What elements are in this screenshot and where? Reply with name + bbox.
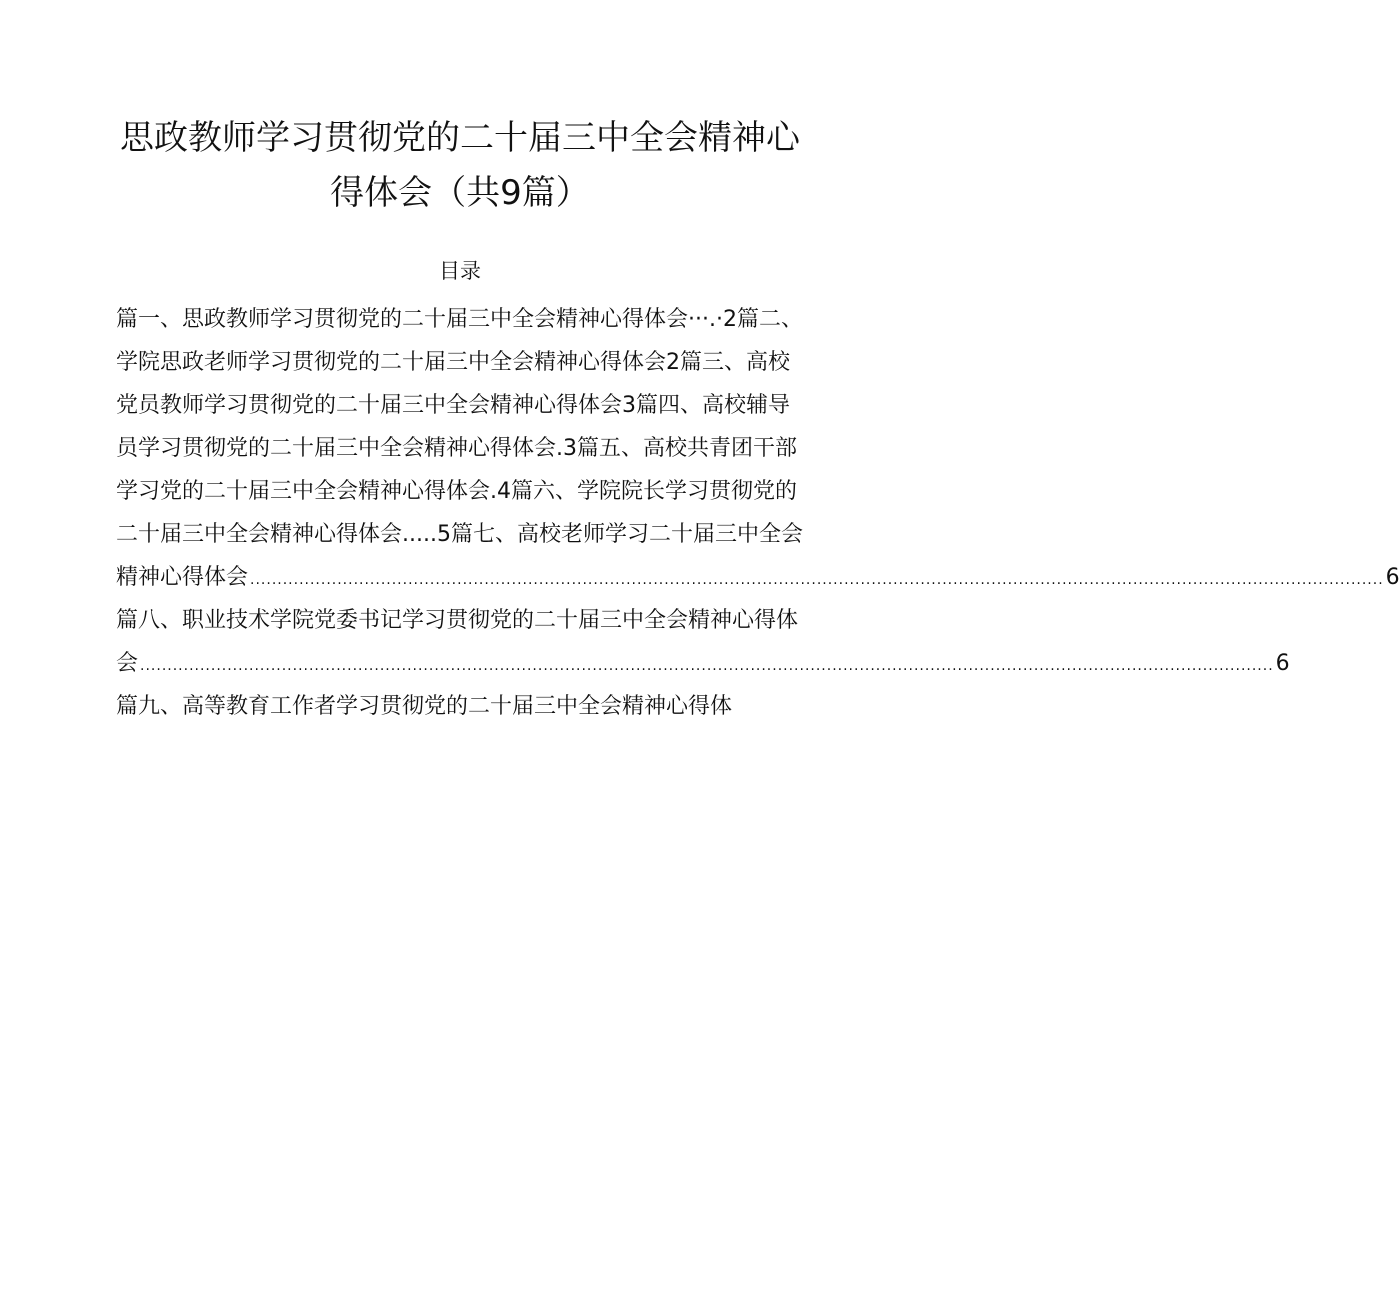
document-title-line-2: 得体会（共9篇）	[330, 173, 590, 213]
toc-leader-dots: ................................................................................................................................................................................................................	[250, 572, 1384, 588]
toc-line[interactable]: 员学习贯彻党的二十届三中全会精神心得体会.3篇五、高校共青团干部	[116, 436, 797, 461]
toc-line[interactable]: 篇一、思政教师学习贯彻党的二十届三中全会精神心得体会···.·2篇二、	[116, 307, 803, 332]
toc-line[interactable]: 学院思政老师学习贯彻党的二十届三中全会精神心得体会2篇三、高校	[116, 350, 790, 375]
toc-line[interactable]: 篇九、高等教育工作者学习贯彻党的二十届三中全会精神心得体	[116, 694, 733, 719]
toc-line[interactable]: 篇八、职业技术学院党委书记学习贯彻党的二十届三中全会精神心得体	[116, 608, 799, 633]
document-title-line-1: 思政教师学习贯彻党的二十届三中全会精神心	[120, 118, 800, 158]
toc-entry-text: 精神心得体会	[116, 565, 249, 590]
toc-entry-text: 会	[116, 651, 139, 676]
toc-heading: 目录	[439, 259, 481, 283]
toc-entry-with-leader[interactable]	[116, 647, 1290, 683]
toc-page-number: 6	[1275, 651, 1290, 676]
toc-page-number: 6	[1385, 565, 1400, 590]
toc-line[interactable]: 党员教师学习贯彻党的二十届三中全会精神心得体会3篇四、高校辅导	[116, 393, 790, 418]
toc-line[interactable]: 学习党的二十届三中全会精神心得体会.4篇六、学院院长学习贯彻党的	[116, 479, 797, 504]
toc-leader-dots: ................................................................................................................................................................................................................	[140, 658, 1274, 674]
toc-entry-with-leader[interactable]	[116, 561, 1400, 597]
toc-line[interactable]: 二十届三中全会精神心得体会.....5篇七、高校老师学习二十届三中全会	[116, 522, 803, 547]
